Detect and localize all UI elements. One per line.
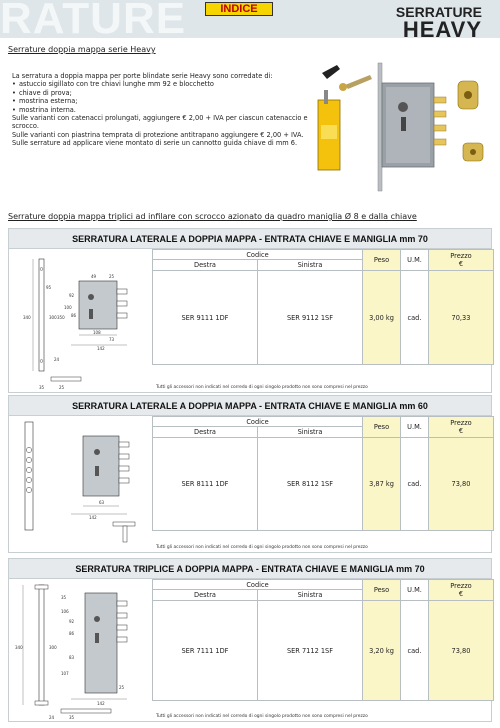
dim-label: 340 (15, 645, 23, 650)
dim-label: 92 (69, 619, 75, 624)
dim-label: 300 (49, 315, 57, 320)
destra-header: Destra (153, 427, 258, 438)
product-title: SERRATURA LATERALE A DOPPIA MAPPA - ENTRATA CHIAVE E MANIGLIA mm 70 (9, 229, 491, 249)
note-cannotto: Sulle serrature ad applicare viene montato di serie un cannotto guida chiave di mm 6. (12, 139, 298, 148)
um-header: U.M. (401, 250, 429, 271)
dim-label: 142 (89, 515, 97, 520)
dim-label: 86 (69, 631, 75, 636)
indice-button[interactable]: INDICE (205, 2, 273, 16)
page-title-line2: HEAVY (402, 17, 482, 42)
um-header: U.M. (401, 580, 429, 601)
dim-label: 95 (46, 285, 52, 290)
currency-label: € (458, 260, 464, 268)
sinistra-header: Sinistra (258, 590, 363, 601)
dim-label: 24 (54, 357, 60, 362)
price-table (152, 416, 494, 531)
dim-label: 63 (99, 500, 105, 505)
page-title-line1: SERRATURE (395, 4, 482, 20)
sinistra-header: Sinistra (258, 427, 363, 438)
codice-header: Codice (153, 580, 363, 590)
prezzo-label: Prezzo (450, 252, 472, 260)
dim-label: 73 (109, 337, 115, 342)
dim-label: 142 (97, 701, 105, 706)
dim-label: 35 (39, 385, 45, 390)
dim-label: 24 (49, 715, 55, 720)
dim-label: 142 (97, 346, 105, 351)
dim-label: 108 (93, 330, 101, 335)
code-destra: SER 9111 1DF (153, 271, 258, 365)
footnote: Tutti gli accessori non indicati nel corredo di ogni singolo prodotto non sono compresi nel prezzo (156, 545, 368, 550)
dim-label: 107 (61, 671, 69, 676)
table-row (153, 601, 494, 701)
unit-value: cad. (401, 438, 429, 531)
list-item: • mostrina interna. (12, 106, 312, 114)
product-block-2 (8, 395, 492, 553)
product-block-1 (8, 228, 492, 393)
weight-value: 3,87 kg (363, 438, 401, 531)
footnote: Tutti gli accessori non indicati nel corredo di ogni singolo prodotto non sono compresi nel prezzo (156, 714, 368, 719)
code-sinistra: SER 9112 1SF (258, 271, 363, 365)
code-destra: SER 8111 1DF (153, 438, 258, 531)
table-row (153, 271, 494, 365)
section-title-triplici: Serrature doppia mappa triplici ad infilare con scrocco azionato da quadro maniglia Ø 8 e dalla chiave (8, 212, 417, 221)
lock-product-image (315, 55, 500, 195)
price-value: 73,80 (429, 601, 494, 701)
dim-label: 350 (57, 315, 65, 320)
dim-label: 25 (109, 274, 115, 279)
code-sinistra: SER 7112 1SF (258, 601, 363, 701)
table-row (153, 438, 494, 531)
dim-label: 92 (69, 293, 75, 298)
prezzo-label: Prezzo (450, 582, 472, 590)
accessory-list (12, 80, 312, 114)
code-destra: SER 7111 1DF (153, 601, 258, 701)
intro-line: La serratura a doppia mappa per porte blindate serie Heavy sono corredate di: (12, 72, 273, 80)
list-item: • chiave di prova; (12, 89, 312, 97)
unit-value: cad. (401, 601, 429, 701)
destra-header: Destra (153, 260, 258, 271)
lock-technical-drawing (9, 416, 152, 553)
footnote: Tutti gli accessori non indicati nel corredo di ogni singolo prodotto non sono compresi nel prezzo (156, 385, 368, 390)
note-catenacci: Sulle varianti con catenacci prolungati, aggiungere € 2,00 + IVA per ciascun catenaccio e scrocco. (12, 114, 308, 131)
dim-label: 106 (61, 609, 69, 614)
codice-header: Codice (153, 250, 363, 260)
peso-header: Peso (363, 250, 401, 271)
price-value: 70,33 (429, 271, 494, 365)
dim-label: 25 (59, 385, 65, 390)
product-block-3 (8, 558, 492, 722)
dim-label: 300 (49, 645, 57, 650)
dim-label: 340 (23, 315, 31, 320)
note-piastrina: Sulle varianti con piastrina temprata di protezione antitrapano aggiungere € 2,00 + IVA. (12, 130, 304, 139)
product-title: SERRATURA LATERALE A DOPPIA MAPPA - ENTRATA CHIAVE E MANIGLIA mm 60 (9, 396, 491, 416)
prezzo-header (429, 580, 494, 601)
currency-label: € (458, 590, 464, 598)
header-watermark: RATURE (0, 0, 187, 43)
weight-value: 3,00 kg (363, 271, 401, 365)
dim-label: 35 (61, 595, 67, 600)
prezzo-header (429, 417, 494, 438)
weight-value: 3,20 kg (363, 601, 401, 701)
dim-label: 86 (71, 313, 77, 318)
dim-label: 35 (69, 715, 75, 720)
peso-header: Peso (363, 580, 401, 601)
destra-header: Destra (153, 590, 258, 601)
price-value: 73,80 (429, 438, 494, 531)
prezzo-label: Prezzo (450, 419, 472, 427)
unit-value: cad. (401, 271, 429, 365)
currency-label: € (458, 427, 464, 435)
intro-text-block (12, 72, 312, 148)
list-item: • astuccio sigillato con tre chiavi lunghe mm 92 e blocchetto (12, 80, 312, 88)
price-table (152, 579, 494, 701)
codice-header: Codice (153, 417, 363, 427)
price-table (152, 249, 494, 365)
prezzo-header (429, 250, 494, 271)
product-title: SERRATURA TRIPLICE A DOPPIA MAPPA - ENTRATA CHIAVE E MANIGLIA mm 70 (9, 559, 491, 579)
um-header: U.M. (401, 417, 429, 438)
dim-label: 83 (69, 655, 75, 660)
lock-technical-drawing (9, 579, 152, 722)
sinistra-header: Sinistra (258, 260, 363, 271)
section-title-heavy: Serrature doppia mappa serie Heavy (8, 45, 156, 54)
dim-label: 100 (64, 305, 72, 310)
lock-technical-drawing (9, 249, 152, 393)
peso-header: Peso (363, 417, 401, 438)
dim-label: 25 (119, 685, 125, 690)
list-item: • mostrina esterna; (12, 97, 312, 105)
code-sinistra: SER 8112 1SF (258, 438, 363, 531)
dim-label: 49 (91, 274, 97, 279)
